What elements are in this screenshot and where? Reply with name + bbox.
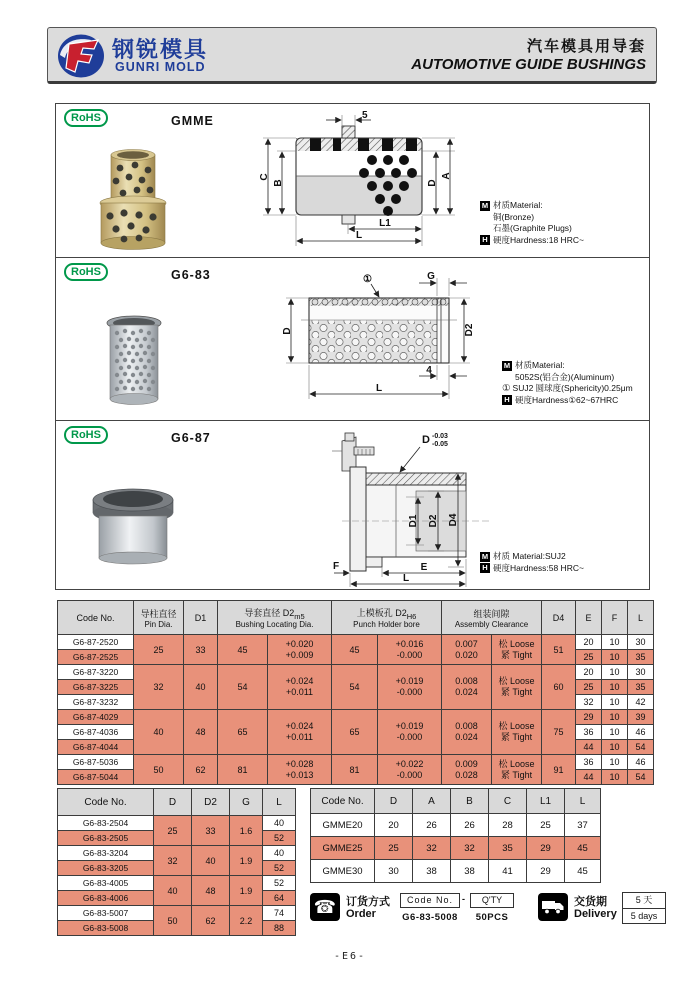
order-dash: - — [462, 894, 465, 904]
cell-punch-tol — [378, 635, 442, 665]
col-label: L — [638, 612, 644, 623]
cell-d: 50 — [154, 906, 192, 936]
cell-g: 1.9 — [230, 876, 263, 906]
g6-87-material-notes — [480, 551, 584, 574]
cell-clearance — [442, 710, 492, 755]
cell-d: 32 — [154, 846, 192, 876]
cell-c: 35 — [489, 837, 527, 860]
dim-label-5: 5 — [362, 110, 368, 121]
delivery-days-box — [622, 892, 666, 924]
loose-label: 松 Loose — [498, 721, 535, 731]
dim-label-l: L — [402, 573, 410, 584]
col-l1: L1 — [527, 789, 565, 814]
tol-lower: +0.013 — [285, 769, 314, 780]
cell-b: 32 — [451, 837, 489, 860]
dim-label-a: A — [441, 172, 452, 180]
cell-clearance — [442, 755, 492, 785]
table-row — [311, 837, 601, 860]
col-l — [628, 601, 654, 635]
page-number: -E6- — [333, 951, 367, 962]
clearance-tight: 0.024 — [455, 687, 478, 697]
cell-bushing: 54 — [218, 665, 268, 710]
cell-l: 42 — [628, 695, 654, 710]
cell-e: 25 — [576, 650, 602, 665]
cell-d: 20 — [375, 814, 413, 837]
cell-code: G6-83-2505 — [58, 831, 154, 846]
cell-code: G6-87-2520 — [58, 635, 134, 650]
cell-code: G6-83-5008 — [58, 921, 154, 936]
cell-l: 52 — [263, 831, 296, 846]
cell-d2: 62 — [192, 906, 230, 936]
tol-lower: -0.000 — [396, 687, 423, 697]
loose-label: 松 Loose — [498, 638, 535, 649]
tol-upper: +0.028 — [285, 758, 314, 769]
cell-l: 45 — [565, 860, 601, 883]
cell-code: G6-87-2525 — [58, 650, 134, 665]
col-label-cn: 导柱直径 — [140, 608, 177, 619]
col-g: G — [230, 789, 263, 816]
callout-1-label: ① — [363, 274, 372, 285]
cell-f: 10 — [602, 740, 628, 755]
cell-l1: 29 — [527, 837, 565, 860]
phone-icon: ☎ — [310, 893, 340, 921]
cell-l: 54 — [628, 740, 654, 755]
cell-l: 30 — [628, 665, 654, 680]
rohs-badge: RoHS — [64, 109, 108, 127]
cell-c: 28 — [489, 814, 527, 837]
col-label: D1 — [194, 612, 207, 623]
cell-d4: 91 — [542, 755, 576, 785]
cell-d2: 48 — [192, 876, 230, 906]
note-text: 硬度Hardness:58 HRC~ — [493, 562, 584, 573]
cell-l: 45 — [565, 837, 601, 860]
cell-l: 54 — [628, 770, 654, 785]
col-code: Code No. — [311, 789, 375, 814]
dim-label-l1: L1 — [379, 218, 391, 229]
cell-d: 25 — [154, 816, 192, 846]
cell-f: 10 — [602, 770, 628, 785]
cell-e: 25 — [576, 680, 602, 695]
tight-label: 紧 Tight — [500, 649, 533, 660]
clearance-loose: 0.008 — [455, 721, 478, 731]
col-pin-dia — [134, 601, 184, 635]
cell-a: 26 — [413, 814, 451, 837]
col-label: E — [585, 612, 592, 623]
g6-83-spec-table — [57, 788, 296, 936]
tight-label: 紧 Tight — [500, 687, 533, 697]
col-label: F — [611, 612, 618, 623]
cell-e: 44 — [576, 740, 602, 755]
section-gmme — [55, 103, 650, 258]
order-qty-box: Q'TY — [470, 893, 514, 908]
cell-d1: 33 — [184, 635, 218, 665]
dim-label-d4: D4 — [448, 513, 459, 527]
tight-label: 紧 Tight — [500, 769, 533, 780]
cell-g: 1.9 — [230, 846, 263, 876]
col-label-sub: m5 — [294, 611, 305, 621]
cell-f: 10 — [602, 635, 628, 650]
cell-e: 20 — [576, 665, 602, 680]
cell-code: G6-87-3232 — [58, 695, 134, 710]
cell-l: 37 — [565, 814, 601, 837]
logo-text-cn: 钢锐模具 — [112, 37, 209, 62]
clearance-tight: 0.028 — [455, 769, 478, 780]
cell-code: GMME25 — [311, 837, 375, 860]
clearance-loose: 0.007 — [455, 638, 478, 649]
col-label-cn: 组装间隙 — [473, 608, 510, 619]
cell-l: 30 — [628, 635, 654, 650]
table-header — [58, 601, 654, 635]
cell-d1: 48 — [184, 710, 218, 755]
cell-e: 36 — [576, 725, 602, 740]
gmme-material-notes — [480, 200, 584, 246]
cell-code: G6-87-5036 — [58, 755, 134, 770]
col-d: D — [375, 789, 413, 814]
tol-upper: +0.016 — [395, 638, 424, 649]
dim-label-d2: D2 — [464, 323, 475, 337]
dim-label-d: D — [282, 327, 293, 335]
tol-upper: +0.022 — [395, 758, 424, 769]
cell-punch: 81 — [332, 755, 378, 785]
header-row — [311, 789, 601, 814]
note-text: 石墨(Graphite Plugs) — [493, 223, 572, 233]
cell-l: 88 — [263, 921, 296, 936]
tol-lower: -0.000 — [396, 732, 423, 742]
cell-code: G6-83-3204 — [58, 846, 154, 861]
cell-d: 40 — [154, 876, 192, 906]
cell-d2: 33 — [192, 816, 230, 846]
cell-f: 10 — [602, 755, 628, 770]
col-d4 — [542, 601, 576, 635]
clearance-loose: 0.009 — [455, 758, 478, 769]
delivery-days-en: 5 days — [630, 911, 658, 921]
cell-d: 25 — [375, 837, 413, 860]
col-f — [602, 601, 628, 635]
cell-pin: 50 — [134, 755, 184, 785]
cell-code: G6-87-4036 — [58, 725, 134, 740]
cell-bushing-tol — [268, 665, 332, 710]
dim-tol-hi: -0.03 — [432, 433, 448, 440]
section-title: GMME — [171, 114, 214, 128]
dim-label-e: E — [420, 562, 428, 573]
cell-a: 38 — [413, 860, 451, 883]
rohs-badge: RoHS — [64, 263, 108, 281]
dim-label-d2: D2 — [428, 514, 439, 528]
tol-lower: -0.000 — [396, 649, 423, 660]
cell-d: 30 — [375, 860, 413, 883]
col-label-cn: 上模板孔 D2 — [356, 607, 407, 618]
dim-label-d: D — [422, 434, 430, 446]
cell-clearance — [442, 635, 492, 665]
tol-upper: +0.024 — [285, 676, 314, 686]
cell-d1: 62 — [184, 755, 218, 785]
cell-l1: 25 — [527, 814, 565, 837]
cell-l: 40 — [263, 816, 296, 831]
g6-83-material-notes — [502, 360, 633, 406]
cell-code: GMME30 — [311, 860, 375, 883]
order-method-en: Order — [346, 908, 376, 920]
cell-code: GMME20 — [311, 814, 375, 837]
table-row — [58, 876, 296, 891]
order-method-cn: 订货方式 — [346, 896, 390, 908]
tol-lower: +0.009 — [285, 649, 314, 660]
product-sections — [55, 103, 650, 590]
cell-c: 41 — [489, 860, 527, 883]
cell-clearance — [442, 665, 492, 710]
g6-83-technical-drawing — [271, 268, 486, 416]
cell-l: 52 — [263, 876, 296, 891]
gunri-logo-icon — [56, 33, 108, 80]
cell-l: 46 — [628, 725, 654, 740]
col-d1 — [184, 601, 218, 635]
table-row — [311, 860, 601, 883]
col-label: D4 — [552, 612, 565, 623]
cell-punch: 54 — [332, 665, 378, 710]
cell-pin: 25 — [134, 635, 184, 665]
cell-f: 10 — [602, 665, 628, 680]
tight-label: 紧 Tight — [500, 732, 533, 742]
note-text: 铜(Bronze) — [493, 211, 535, 222]
material-badge: M — [481, 200, 489, 210]
clearance-tight: 0.024 — [455, 732, 478, 742]
cell-e: 32 — [576, 695, 602, 710]
dim-label-l: L — [375, 383, 383, 394]
col-punch-bore — [332, 601, 442, 635]
cell-g: 2.2 — [230, 906, 263, 936]
col-assembly-clearance — [442, 601, 542, 635]
dim-label-d1: D1 — [408, 514, 419, 528]
cell-code: G6-87-4029 — [58, 710, 134, 725]
header-bar — [47, 27, 657, 84]
col-label-sub: H6 — [406, 611, 417, 621]
dim-label-4: 4 — [426, 365, 432, 376]
cell-b: 38 — [451, 860, 489, 883]
col-b: B — [451, 789, 489, 814]
cell-loose-tight — [492, 665, 542, 710]
cell-f: 10 — [602, 710, 628, 725]
dim-label-c: C — [259, 173, 270, 181]
g6-87-spec-table — [57, 600, 654, 785]
cell-e: 44 — [576, 770, 602, 785]
clearance-loose: 0.008 — [455, 676, 478, 686]
order-info — [310, 891, 666, 933]
cell-l: 64 — [263, 891, 296, 906]
section-g6-87 — [55, 420, 650, 590]
cell-code: G6-83-3205 — [58, 861, 154, 876]
cell-l: 35 — [628, 680, 654, 695]
header-row — [58, 789, 296, 816]
cell-punch: 45 — [332, 635, 378, 665]
table-row — [58, 635, 654, 650]
cell-code: G6-87-5044 — [58, 770, 134, 785]
col-label-en: Punch Holder bore — [353, 620, 420, 630]
loose-label: 松 Loose — [498, 758, 535, 769]
cell-bushing-tol — [268, 635, 332, 665]
dim-tol-lo: -0.05 — [432, 441, 448, 448]
cell-punch-tol — [378, 710, 442, 755]
tol-upper: +0.019 — [395, 721, 424, 731]
tol-upper: +0.019 — [395, 676, 424, 686]
table-row — [58, 710, 654, 725]
cell-code: G6-87-3220 — [58, 665, 134, 680]
col-l: L — [565, 789, 601, 814]
material-badge: M — [503, 360, 511, 370]
cell-bushing: 45 — [218, 635, 268, 665]
loose-label: 松 Loose — [498, 676, 535, 686]
note-text: 5052S(铝合金)(Aluminum) — [515, 371, 615, 382]
table-row — [58, 755, 654, 770]
page-title-cn: 汽车模具用导套 — [526, 38, 646, 55]
cell-d4: 60 — [542, 665, 576, 710]
dim-label-b: B — [273, 179, 284, 187]
table-header — [58, 789, 296, 816]
col-label-cn: 导套直径 D2 — [244, 607, 295, 618]
col-code: Code No. — [58, 789, 154, 816]
cell-code: G6-83-5007 — [58, 906, 154, 921]
section-title: G6-87 — [171, 431, 211, 445]
gmme-product-photo — [98, 146, 168, 252]
cell-code: G6-83-4006 — [58, 891, 154, 906]
rohs-badge: RoHS — [64, 426, 108, 444]
col-d2: D2 — [192, 789, 230, 816]
cell-pin: 32 — [134, 665, 184, 710]
order-code-example: G6-83-5008 — [402, 912, 458, 923]
tol-lower: +0.011 — [285, 687, 314, 697]
col-a: A — [413, 789, 451, 814]
section-g6-83 — [55, 257, 650, 421]
cell-punch: 65 — [332, 710, 378, 755]
section-title: G6-83 — [171, 268, 211, 282]
note-text: 材质Material: — [515, 360, 565, 370]
table-header — [311, 789, 601, 814]
note-text: 材质 Material:SUJ2 — [493, 551, 566, 561]
hardness-badge: H — [480, 563, 490, 573]
col-label-en: Pin Dia. — [144, 619, 173, 629]
table-row — [58, 846, 296, 861]
col-bushing-dia — [218, 601, 332, 635]
cell-loose-tight — [492, 755, 542, 785]
table-row — [58, 906, 296, 921]
cell-l: 46 — [628, 755, 654, 770]
table-row — [311, 814, 601, 837]
cell-f: 10 — [602, 725, 628, 740]
cell-e: 20 — [576, 635, 602, 650]
tol-lower: +0.011 — [285, 732, 314, 742]
tol-upper: +0.020 — [285, 638, 314, 649]
gmme-technical-drawing — [254, 110, 464, 252]
cell-b: 26 — [451, 814, 489, 837]
cell-f: 10 — [602, 650, 628, 665]
cell-bushing-tol — [268, 755, 332, 785]
header-row — [58, 601, 654, 635]
cell-l: 40 — [263, 846, 296, 861]
cell-d2: 40 — [192, 846, 230, 876]
callout-1-badge: ① — [502, 383, 511, 394]
cell-loose-tight — [492, 635, 542, 665]
order-code-box: Code No. — [400, 893, 460, 908]
cell-code: G6-87-3225 — [58, 680, 134, 695]
col-d: D — [154, 789, 192, 816]
order-qty-example: 50PCS — [475, 912, 509, 923]
cell-g: 1.6 — [230, 816, 263, 846]
note-text: 材质Material: — [493, 200, 543, 210]
cell-l: 35 — [628, 650, 654, 665]
dim-label-f: F — [332, 561, 340, 572]
dim-label-d: D — [427, 179, 438, 187]
cell-l1: 29 — [527, 860, 565, 883]
cell-code: G6-83-2504 — [58, 816, 154, 831]
material-badge: M — [481, 551, 489, 561]
note-text: 硬度Hardness:18 HRC~ — [493, 234, 584, 245]
cell-bushing-tol — [268, 710, 332, 755]
col-label-en: Assembly Clearance — [454, 619, 529, 629]
cell-code: G6-87-4044 — [58, 740, 134, 755]
delivery-label-en: Delivery — [574, 908, 617, 920]
note-text: 硬度Hardness①62~67HRC — [515, 394, 619, 405]
tol-lower: -0.000 — [396, 769, 423, 780]
logo-text-en: GUNRI MOLD — [115, 60, 206, 74]
col-label: Code No. — [76, 612, 115, 623]
cell-d4: 75 — [542, 710, 576, 755]
cell-bushing: 81 — [218, 755, 268, 785]
col-c: C — [489, 789, 527, 814]
cell-f: 10 — [602, 680, 628, 695]
cell-e: 29 — [576, 710, 602, 725]
hardness-badge: H — [502, 395, 512, 405]
cell-code: G6-83-4005 — [58, 876, 154, 891]
cell-loose-tight — [492, 710, 542, 755]
cell-e: 36 — [576, 755, 602, 770]
cell-f: 10 — [602, 695, 628, 710]
cell-a: 32 — [413, 837, 451, 860]
cell-l: 74 — [263, 906, 296, 921]
g6-87-product-photo — [88, 483, 178, 565]
hardness-badge: H — [480, 235, 490, 245]
col-code — [58, 601, 134, 635]
cell-bushing: 65 — [218, 710, 268, 755]
cell-punch-tol — [378, 665, 442, 710]
table-row — [58, 816, 296, 831]
cell-punch-tol — [378, 755, 442, 785]
cell-l: 52 — [263, 861, 296, 876]
cell-l: 39 — [628, 710, 654, 725]
page-title-en: AUTOMOTIVE GUIDE BUSHINGS — [411, 56, 646, 73]
delivery-label-cn: 交货期 — [574, 896, 607, 908]
note-text: SUJ2 圆球度(Sphericity)0.25μm — [512, 383, 633, 393]
truck-icon — [538, 893, 568, 921]
dim-label-l: L — [355, 230, 363, 241]
cell-pin: 40 — [134, 710, 184, 755]
col-l: L — [263, 789, 296, 816]
table-row — [58, 665, 654, 680]
gmme-spec-table — [310, 788, 601, 883]
clearance-tight: 0.020 — [455, 649, 478, 660]
g6-83-product-photo — [104, 313, 164, 408]
cell-d4: 51 — [542, 635, 576, 665]
dim-label-g: G — [427, 271, 435, 282]
tol-upper: +0.024 — [285, 721, 314, 731]
col-label-en: Bushing Locating Dia. — [235, 620, 314, 630]
delivery-days-cn: 5 天 — [623, 893, 665, 909]
col-e — [576, 601, 602, 635]
cell-d1: 40 — [184, 665, 218, 710]
